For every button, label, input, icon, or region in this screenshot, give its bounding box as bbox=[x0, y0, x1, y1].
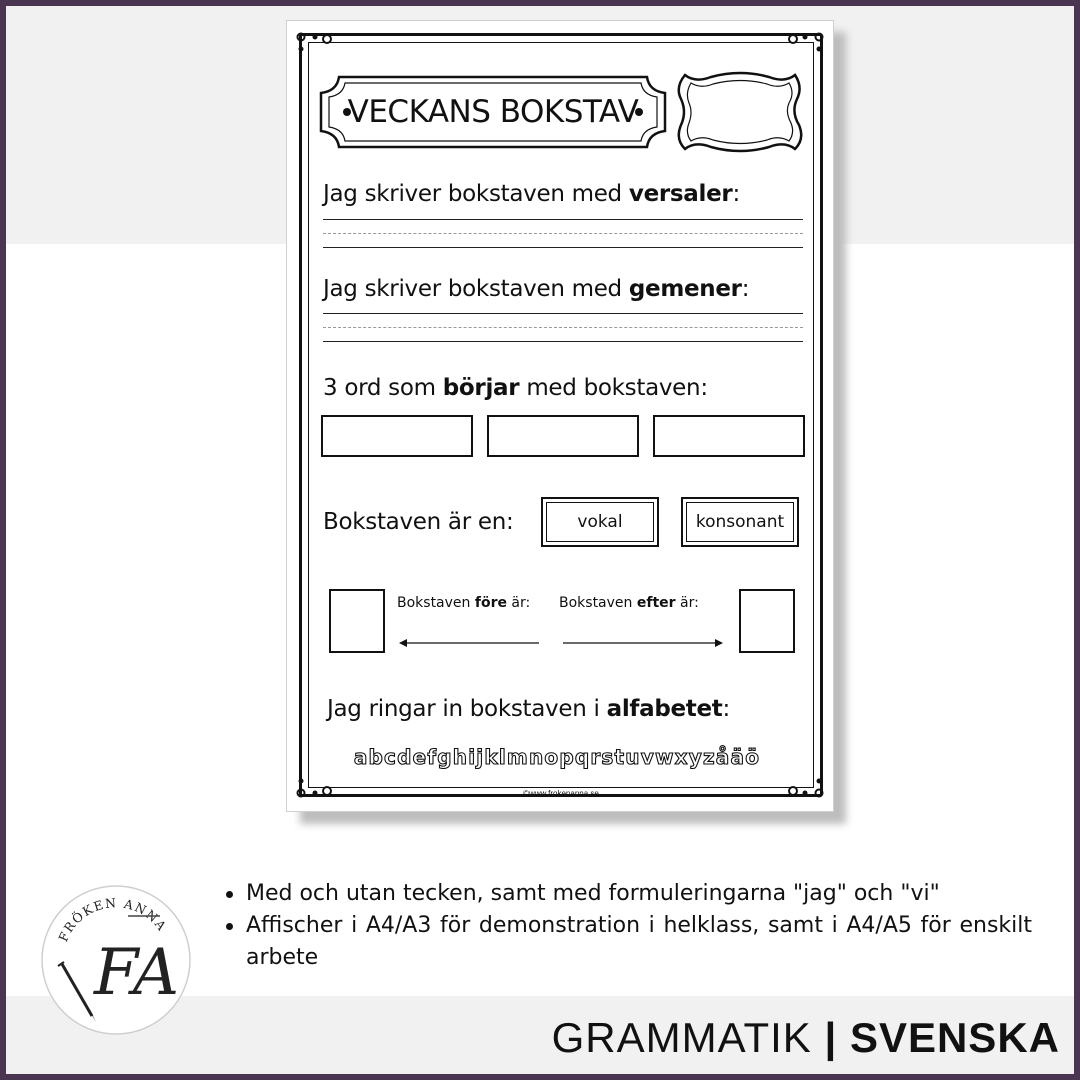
prompt-before: Bokstaven före är: bbox=[397, 595, 531, 611]
prompt-alphabet: Jag ringar in bokstaven i alfabetet: bbox=[327, 696, 730, 722]
letter-after-box bbox=[739, 589, 795, 653]
prompt-type: Bokstaven är en: bbox=[323, 509, 514, 535]
logo-arc-text: FRÖKEN ANNA bbox=[55, 895, 171, 944]
word-box bbox=[321, 415, 473, 457]
alphabet-row: abcdefghijklmnopqrstuvwxyzåäö bbox=[353, 745, 761, 769]
corner-ornament-icon bbox=[787, 31, 825, 55]
bullet-dot-icon bbox=[226, 923, 233, 930]
worksheet-credit: ©www.frokenanna.se bbox=[523, 789, 599, 798]
product-card bbox=[6, 6, 1074, 1074]
logo-monogram: FA bbox=[94, 936, 180, 1010]
bullet-dot-icon bbox=[226, 891, 233, 898]
worksheet-title-plaque bbox=[317, 73, 669, 151]
prompt-versaler: Jag skriver bokstaven med versaler: bbox=[323, 181, 740, 207]
list-item: Affischer i A4/A3 för demonstration i helklass, samt i A4/A5 för enskilt arbete bbox=[224, 910, 1032, 974]
prompt-words: 3 ord som börjar med bokstaven: bbox=[323, 375, 708, 401]
worksheet-title: VECKANS BOKSTAV bbox=[347, 94, 639, 130]
prompt-after: Bokstaven efter är: bbox=[559, 595, 699, 611]
footer-category-title: GRAMMATIK | SVENSKA bbox=[551, 1014, 1060, 1061]
prompt-gemener: Jag skriver bokstaven med gemener: bbox=[323, 276, 750, 302]
feature-bullet-list bbox=[224, 878, 1032, 974]
corner-ornament-icon bbox=[295, 31, 333, 55]
choice-vowel-box bbox=[541, 497, 659, 547]
choice-consonant-label: konsonant bbox=[686, 502, 794, 542]
arrow-right-icon bbox=[563, 637, 723, 649]
arrow-left-icon bbox=[399, 637, 541, 649]
fröken-anna-logo bbox=[36, 876, 196, 1036]
list-item: Med och utan tecken, samt med formuleringarna "jag" och "vi" bbox=[224, 878, 1032, 910]
word-box bbox=[653, 415, 805, 457]
fancy-frame-icon bbox=[671, 69, 809, 155]
worksheet-preview bbox=[286, 20, 834, 812]
choice-consonant-box bbox=[681, 497, 799, 547]
word-box bbox=[487, 415, 639, 457]
letter-before-box bbox=[329, 589, 385, 653]
choice-vowel-label: vokal bbox=[546, 502, 654, 542]
